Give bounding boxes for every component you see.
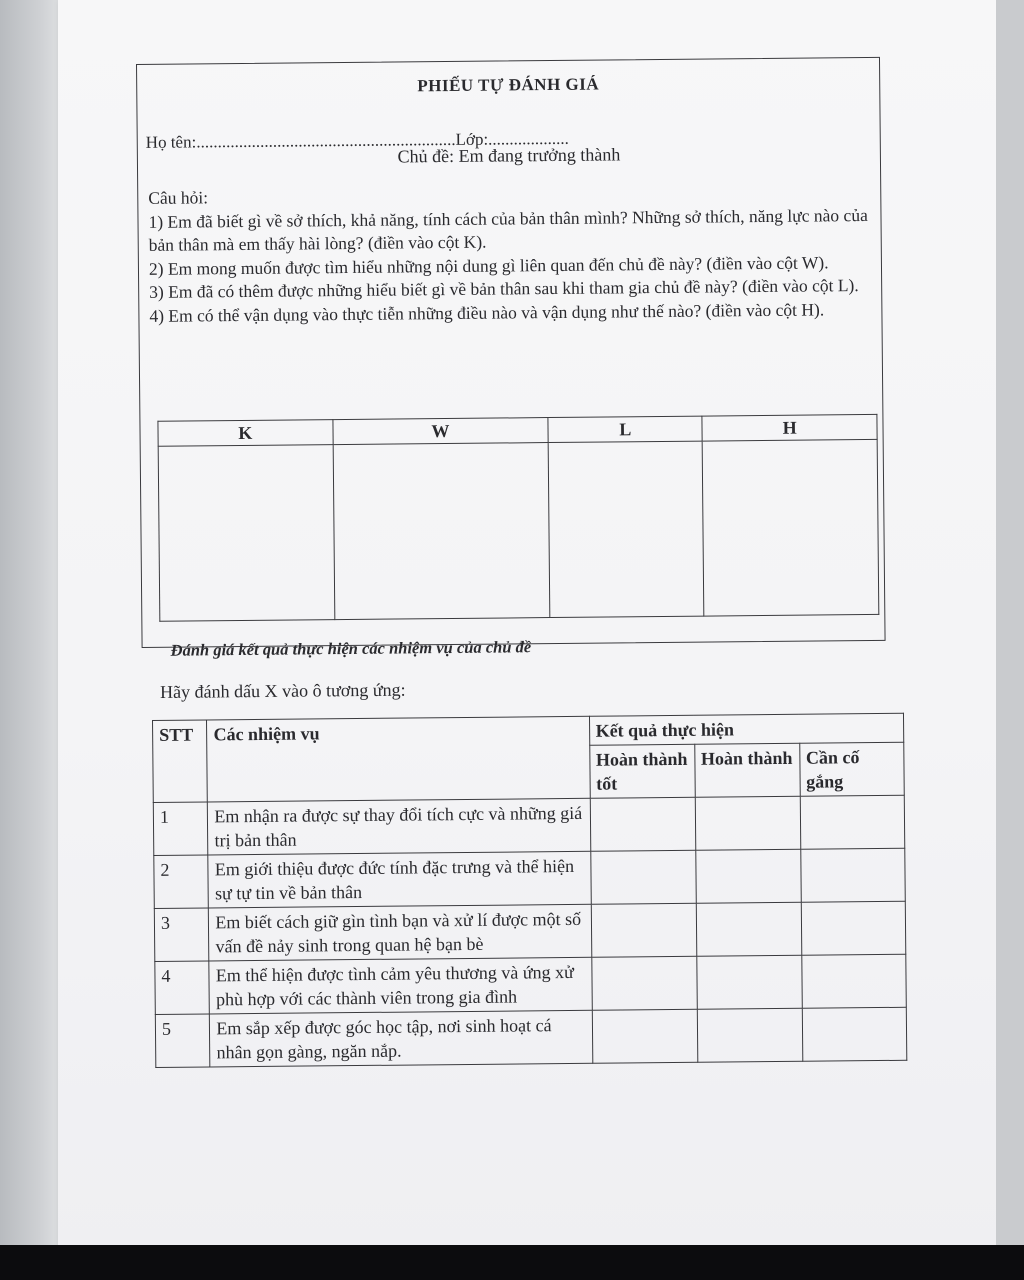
- row-stt: 2: [154, 855, 209, 909]
- kwlh-cell-w[interactable]: [333, 443, 550, 620]
- row-task: Em sắp xếp được góc học tập, nơi sinh hoạt cá nhân gọn gàng, ngăn nắp.: [210, 1010, 593, 1067]
- checkbox-completed-well[interactable]: [592, 1009, 698, 1063]
- checkbox-completed-well[interactable]: [591, 956, 697, 1010]
- evaluation-instruction: Hãy đánh dấu X vào ô tương ứng:: [160, 679, 406, 702]
- table-row: [155, 954, 906, 1014]
- checkbox-needs-effort[interactable]: [802, 1007, 907, 1061]
- checkbox-needs-effort[interactable]: [801, 901, 906, 955]
- header-tasks: Các nhiệm vụ: [207, 716, 590, 802]
- checkbox-completed[interactable]: [695, 796, 801, 850]
- question-1: 1) Em đã biết gì về sở thích, khả năng, tính cách của bản thân mình? Những sở thích, năng lực nào của bản thân mà em thấy hài lòng? (điền vào cột K).: [148, 204, 868, 255]
- evaluation-table: [152, 713, 907, 1068]
- checkbox-completed[interactable]: [696, 955, 802, 1009]
- kwlh-cell-l[interactable]: [548, 441, 704, 617]
- kwlh-header-w: W: [333, 418, 549, 445]
- row-task: Em giới thiệu được đức tính đặc trưng và thể hiện sự tự tin về bản thân: [208, 851, 591, 908]
- header-result: Kết quả thực hiện: [589, 713, 904, 745]
- class-label: Lớp:: [455, 129, 489, 149]
- header-completed-well: Hoàn thành tốt: [589, 744, 695, 798]
- kwlh-header-k: K: [158, 420, 333, 447]
- row-stt: 1: [153, 802, 208, 856]
- background-surface-right: [996, 0, 1024, 1245]
- form-title: PHIẾU TỰ ĐÁNH GIÁ: [417, 74, 600, 96]
- checkbox-completed-well[interactable]: [591, 903, 697, 957]
- self-assessment-frame: [136, 57, 886, 660]
- header-stt: STT: [153, 720, 208, 803]
- row-task: Em thể hiện được tình cảm yêu thương và ứng xử phù hợp với các thành viên trong gia đình: [209, 957, 592, 1014]
- checkbox-needs-effort[interactable]: [800, 795, 905, 849]
- question-2: 2) Em mong muốn được tìm hiểu những nội dung gì liên quan đến chủ đề này? (điền vào cột W).: [148, 251, 829, 279]
- table-row: [154, 901, 905, 961]
- kwlh-table: [157, 414, 879, 622]
- table-row: [155, 1007, 906, 1067]
- kwlh-header-h: H: [702, 414, 877, 441]
- question-4: 4) Em có thể vận dụng vào thực tiễn những điều nào và vận dụng như thế nào? (điền vào cột H).: [149, 298, 825, 326]
- bottom-dark-band: [0, 1245, 1024, 1280]
- checkbox-needs-effort[interactable]: [800, 848, 905, 902]
- topic-line: Chủ đề: Em đang trưởng thành: [397, 144, 621, 167]
- evaluation-table-wrapper: [152, 713, 907, 1068]
- table-row: [153, 795, 904, 855]
- row-stt: 4: [155, 961, 210, 1015]
- questions-block: [148, 180, 874, 328]
- background-surface: [0, 0, 58, 1245]
- table-row: [154, 848, 905, 908]
- kwlh-answer-row: [158, 439, 879, 621]
- kwlh-header-l: L: [548, 416, 702, 442]
- kwlh-cell-h[interactable]: [702, 439, 878, 616]
- checkbox-completed[interactable]: [697, 1008, 803, 1062]
- header-completed: Hoàn thành: [694, 743, 800, 797]
- evaluation-title: Đánh giá kết quả thực hiện các nhiệm vụ của chủ đề: [170, 637, 532, 660]
- checkbox-completed[interactable]: [696, 902, 802, 956]
- checkbox-needs-effort[interactable]: [801, 954, 906, 1008]
- question-3: 3) Em đã có thêm được những hiểu biết gì về bản thân sau khi tham gia chủ đề này? (điền vào cột L).: [149, 275, 859, 302]
- header-needs-effort: Cần cố gắng: [799, 742, 904, 796]
- name-label: Họ tên:: [145, 132, 197, 152]
- checkbox-completed-well[interactable]: [590, 797, 696, 851]
- questions-label: Câu hỏi:: [148, 187, 209, 208]
- kwlh-cell-k[interactable]: [158, 445, 334, 622]
- checkbox-completed-well[interactable]: [590, 850, 696, 904]
- row-stt: 5: [155, 1014, 210, 1068]
- checkbox-completed[interactable]: [695, 849, 801, 903]
- class-blank[interactable]: ...................: [488, 128, 569, 149]
- row-task: Em biết cách giữ gìn tình bạn và xử lí được một số vấn đề nảy sinh trong quan hệ bạn bè: [209, 904, 592, 961]
- row-task: Em nhận ra được sự thay đổi tích cực và những giá trị bản thân: [208, 798, 591, 855]
- row-stt: 3: [154, 908, 209, 962]
- name-blank[interactable]: .............................................................: [196, 129, 456, 152]
